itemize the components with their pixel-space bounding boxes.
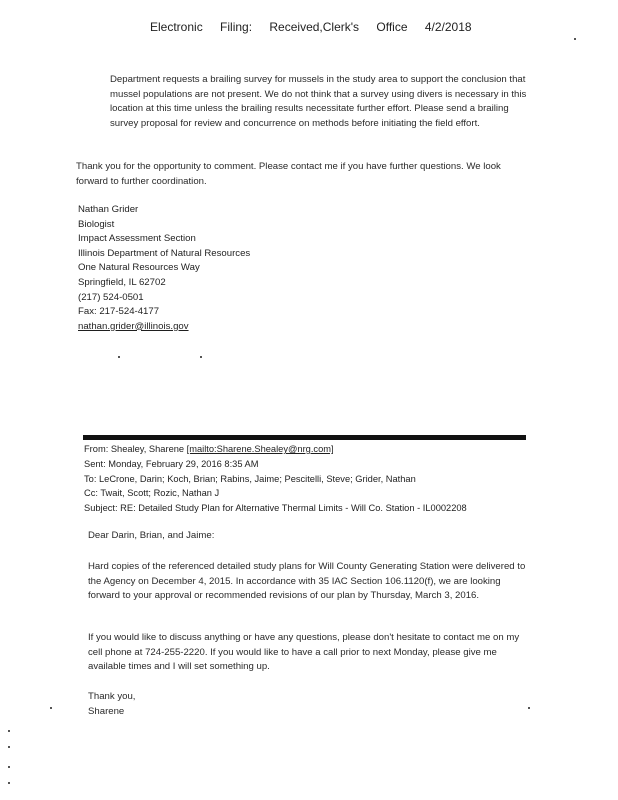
email-cc: Cc: Twait, Scott; Rozic, Nathan J — [84, 488, 220, 499]
header-electronic: Electronic — [150, 20, 203, 34]
signature-name: Nathan Grider — [78, 204, 139, 215]
signature-address-line-2: Springfield, IL 62702 — [78, 276, 166, 288]
body-paragraph-1: Department requests a brailing survey for mussels in the study area to support the conclusion that mussel populations are not present. We do not think that a survey using divers is necessary in this location at this time unless the brailing results necessitate further effort. Please send a brailing survey proposal for review and concurrence on methods before initiating the field effort. — [110, 74, 527, 129]
email-greeting: Dear Darin, Brian, and Jaime: — [88, 530, 215, 541]
scan-speck — [118, 356, 120, 358]
header-received: Received,Clerk's — [269, 20, 360, 34]
header-office: Office — [376, 20, 408, 34]
scan-speck — [200, 356, 202, 358]
email-closing-block — [88, 690, 135, 719]
email-from — [84, 442, 467, 457]
signature-email-link[interactable]: nathan.grider@illinois.gov — [78, 320, 189, 332]
signature-address-line-1: One Natural Resources Way — [78, 262, 200, 274]
email-to: To: LeCrone, Darin; Koch, Brian; Rabins, Jaime; Pescitelli, Steve; Grider, Nathan — [84, 473, 416, 484]
scan-speck — [8, 746, 10, 748]
filing-header — [150, 20, 470, 34]
email-subject: Subject: RE: Detailed Study Plan for Alternative Thermal Limits - Will Co. Station - IL0002208 — [84, 503, 467, 514]
signature-fax: Fax: 217-524-4177 — [78, 306, 160, 318]
from-name: Shealey, Sharene — [110, 444, 187, 454]
email-paragraph-1: Hard copies of the referenced detailed study plans for Will County Generating Station were delivered to the Agency on December 4, 2015. In accordance with 35 IAC Section 106.1120(f), we are looking forward to your approval or recommended revisions of our plan by Thursday, March 3, 2016. — [88, 561, 526, 601]
scan-speck — [528, 707, 530, 709]
email-header — [84, 442, 467, 516]
scan-speck — [8, 782, 10, 784]
signature-department: Illinois Department of Natural Resources — [78, 247, 251, 259]
header-date: 4/2/2018 — [424, 20, 472, 34]
email-sender: Sharene — [88, 705, 125, 717]
email-sent: Sent: Monday, February 29, 2016 8:35 AM — [84, 458, 259, 469]
scan-speck — [8, 766, 10, 768]
scan-speck — [50, 707, 52, 709]
scan-speck — [574, 38, 576, 40]
header-filing: Filing: — [220, 20, 253, 34]
email-closing: Thank you, — [88, 691, 136, 702]
email-divider — [83, 435, 526, 440]
signature-phone: (217) 524-0501 — [78, 291, 144, 303]
scan-speck — [8, 730, 10, 732]
body-paragraph-2: Thank you for the opportunity to comment. Please contact me if you have further questions. We look forward to further coordination. — [76, 161, 501, 187]
signature-block — [78, 203, 250, 334]
from-mailto-link[interactable]: [mailto:Sharene.Shealey@nrg.com] — [186, 444, 334, 454]
signature-section: Impact Assessment Section — [78, 233, 196, 245]
email-paragraph-2: If you would like to discuss anything or have any questions, please don't hesitate to contact me on my cell phone at 724-255-2220. If you would like to have a call prior to next Monday, please give me available times and I will set something up. — [88, 632, 520, 672]
from-label: From: — [84, 444, 111, 454]
signature-title: Biologist — [78, 218, 115, 230]
